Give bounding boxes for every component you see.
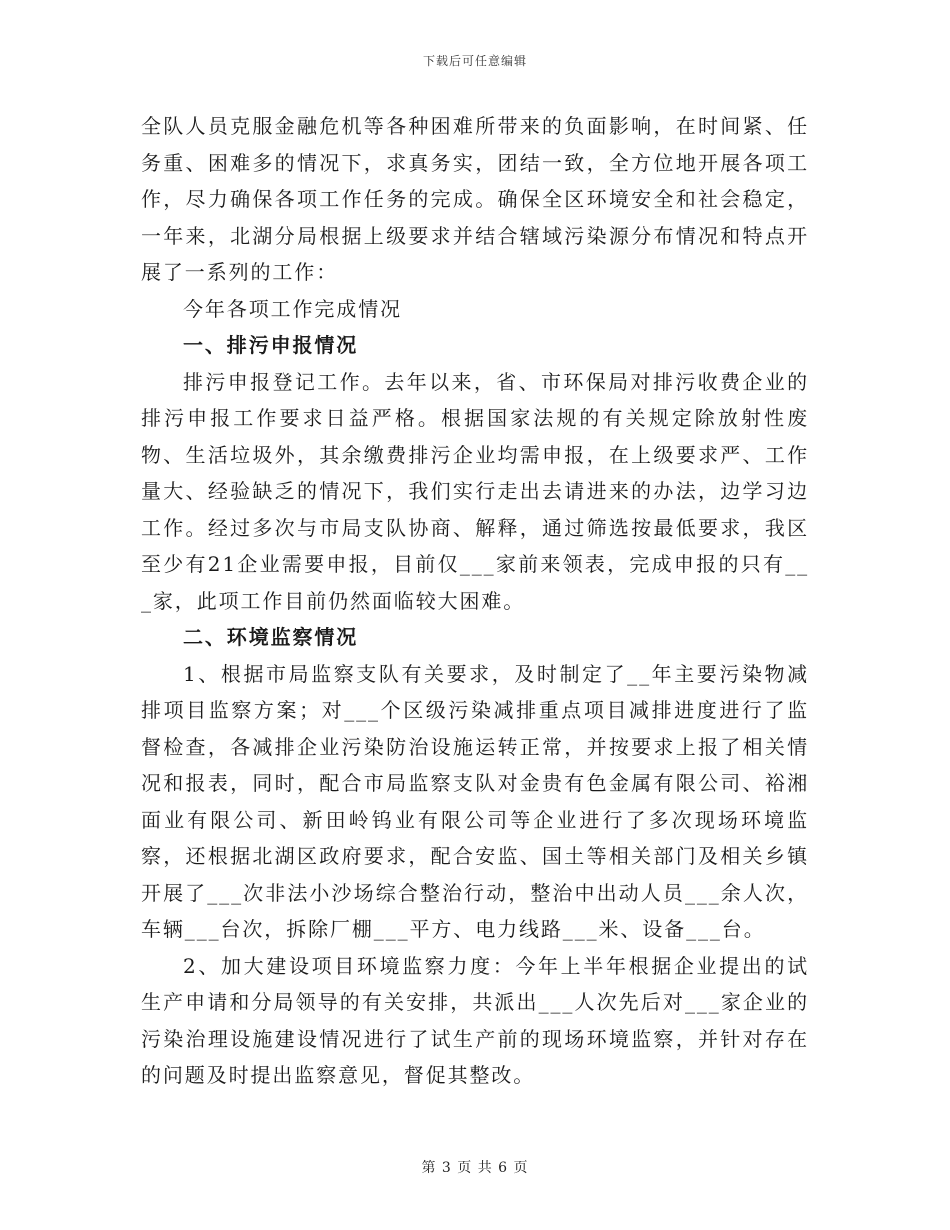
discharge-declaration-paragraph: 排污申报登记工作。去年以来，省、市环保局对排污收费企业的排污申报工作要求日益严格。根据国家法规的有关规定除放射性废物、生活垃圾外，其余缴费排污企业均需申报，在上级要求严、工作量大、经验缺乏的情况下，我们实行走出去请进来的办法，边学习边工作。经过多次与市局支队协商、解释，通过筛选按最低要求，我区至少有21企业需要申报，目前仅___家前来领表，完成申报的只有___家，此项工作目前仍然面临较大困难。 [141,369,809,613]
heading-environmental-supervision: 二、环境监察情况 [183,625,359,649]
document-body [141,108,809,1094]
supervision-item-2: 2、加大建设项目环境监察力度：今年上半年根据企业提出的试生产申请和分局领导的有关安排，共派出___人次先后对___家企业的污染治理设施建设情况进行了试生产前的现场环境监察，并针对存在的问题及时提出监察意见，督促其整改。 [141,953,809,1087]
heading-discharge-declaration: 一、排污申报情况 [183,333,359,357]
intro-paragraph: 全队人员克服金融危机等各种困难所带来的负面影响，在时间紧、任务重、困难多的情况下，求真务实，团结一致，全方位地开展各项工作，尽力确保各项工作任务的完成。确保全区环境安全和社会稳定，一年来，北湖分局根据上级要求并结合辖域污染源分布情况和特点开展了一系列的工作： [141,114,809,284]
page-header: 下载后可任意编辑 [422,54,527,68]
supervision-item-1: 1、根据市局监察支队有关要求，及时制定了__年主要污染物减排项目监察方案；对___个区级污染减排重点项目减排进度进行了监督检查，各减排企业污染防治设施运转正常，并按要求上报了相关情况和报表，同时，配合市局监察支队对金贵有色金属有限公司、裕湘面业有限公司、新田岭钨业有限公司等企业进行了多次现场环境监察，还根据北湖区政府要求，配合安监、国土等相关部门及相关乡镇开展了___次非法小沙场综合整治行动，整治中出动人员___余人次，车辆___台次，拆除厂棚___平方、电力线路___米、设备___台。 [141,661,809,941]
page-number: 第 3 页 共 6 页 [421,1160,529,1176]
section-subtitle: 今年各项工作完成情况 [183,296,402,321]
